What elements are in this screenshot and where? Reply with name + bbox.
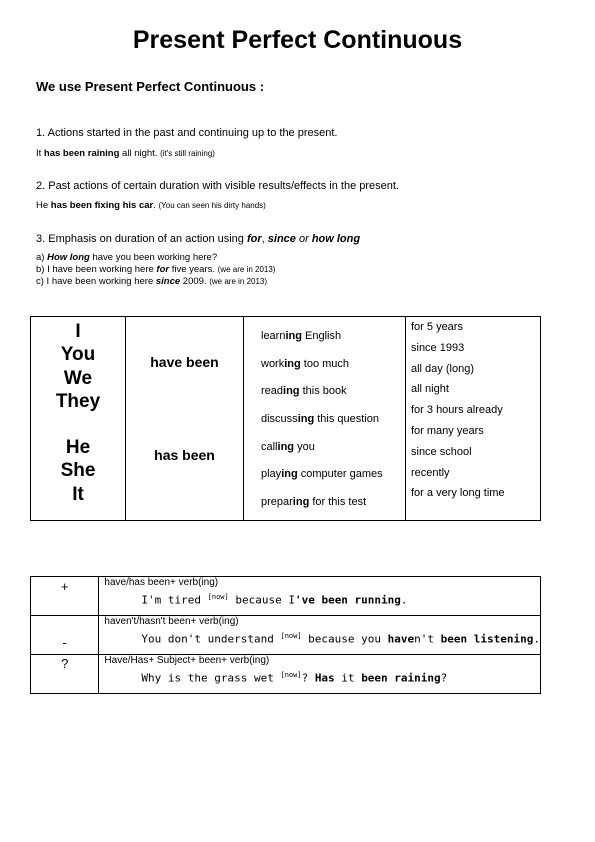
rule-3-heading	[36, 233, 360, 245]
rule-3-example-a	[36, 252, 217, 263]
verb-column	[244, 317, 406, 521]
verb-item: reading this book	[261, 385, 347, 398]
separator: or	[295, 233, 312, 245]
aux-has-been: has been	[154, 447, 215, 463]
example-keyword: since	[155, 276, 181, 287]
example-text: have you been working here?	[89, 252, 218, 263]
time-expression: since school	[411, 445, 472, 458]
example-note: (You can seen his dirty hands)	[158, 201, 266, 210]
time-expression-column	[406, 317, 541, 521]
rule-2-example	[36, 200, 266, 211]
formula: Have/Has+ Subject+ been+ verb(ing)	[104, 655, 270, 666]
example-text: .	[153, 200, 159, 211]
keyword-how-long: how long	[311, 233, 361, 245]
pronoun: You	[60, 344, 96, 366]
keyword-since: since	[267, 233, 296, 245]
example-text: It	[36, 148, 44, 159]
conjugation-table	[30, 316, 541, 521]
example-text: five years.	[169, 264, 218, 275]
example-text: b) I have been working here	[36, 264, 157, 275]
rule-1-example	[36, 148, 215, 159]
time-expression: since 1993	[411, 341, 465, 354]
separator: ,	[261, 233, 268, 245]
example-sentence: You don't understand [now] because you haven't been listening.	[141, 632, 540, 646]
formula: have/has been+ verb(ing)	[104, 577, 219, 588]
example-verb: has been raining	[43, 148, 120, 159]
rule-3-example-b	[36, 264, 275, 275]
positive-form	[99, 577, 541, 616]
negative-symbol: -	[31, 616, 99, 655]
example-note: (we are in 2013)	[209, 277, 268, 286]
example-text: c) I have been working here	[36, 276, 156, 287]
verb-item: calling you	[261, 440, 315, 453]
forms-table	[30, 576, 541, 694]
verb-item: playing computer games	[261, 468, 383, 481]
table-row	[31, 616, 541, 655]
time-expression: recently	[411, 466, 450, 479]
page-title: Present Perfect Continuous	[132, 26, 463, 54]
negative-form	[99, 616, 541, 655]
example-sentence: Why is the grass wet [now]? Has it been raining?	[141, 671, 448, 685]
pronoun-column	[31, 317, 126, 521]
example-verb: has been fixing his car	[50, 200, 154, 211]
example-keyword: How long	[47, 252, 90, 263]
example-text: a)	[36, 252, 48, 263]
positive-symbol: +	[31, 577, 99, 616]
pronoun: We	[63, 367, 93, 389]
verb-item: learning English	[261, 330, 342, 342]
question-symbol: ?	[31, 655, 99, 694]
pronoun: It	[72, 483, 84, 505]
example-text: He	[36, 200, 51, 211]
time-expression: for a very long time	[411, 487, 505, 500]
time-expression: all night	[411, 383, 449, 396]
example-note: (we are in 2013)	[217, 265, 276, 274]
aux-have-been: have been	[150, 354, 219, 370]
rule-3-example-c	[36, 276, 267, 287]
time-expression: for 5 years	[411, 321, 463, 333]
time-expression: for many years	[411, 424, 484, 437]
formula: haven't/hasn't been+ verb(ing)	[104, 616, 239, 627]
pronoun: They	[55, 390, 101, 412]
rule-3-text: 3. Emphasis on duration of an action using	[36, 233, 247, 245]
intro-heading: We use Present Perfect Continuous :	[36, 79, 265, 94]
keyword-for: for	[246, 233, 262, 245]
pronoun: He	[65, 437, 91, 459]
example-text: all night.	[119, 148, 161, 159]
table-row	[31, 577, 541, 616]
table-row	[31, 655, 541, 694]
time-expression: for 3 hours already	[411, 404, 503, 417]
pronoun: She	[60, 460, 96, 482]
example-note: (it's still raining)	[160, 149, 215, 158]
verb-item: discussing this question	[261, 413, 380, 426]
rule-1-heading: 1. Actions started in the past and continuing up to the present.	[36, 127, 338, 139]
question-form	[99, 655, 541, 694]
auxiliary-column	[126, 317, 244, 521]
example-keyword: for	[156, 264, 170, 275]
pronoun: I	[75, 321, 81, 342]
verb-item: preparing for this test	[261, 496, 367, 509]
rule-2-heading: 2. Past actions of certain duration with visible results/effects in the present.	[36, 180, 399, 192]
verb-item: working too much	[261, 357, 350, 370]
time-expression: all day (long)	[411, 362, 474, 375]
example-sentence: I'm tired [now] because I've been running.	[141, 593, 408, 607]
example-text: 2009.	[180, 276, 210, 287]
